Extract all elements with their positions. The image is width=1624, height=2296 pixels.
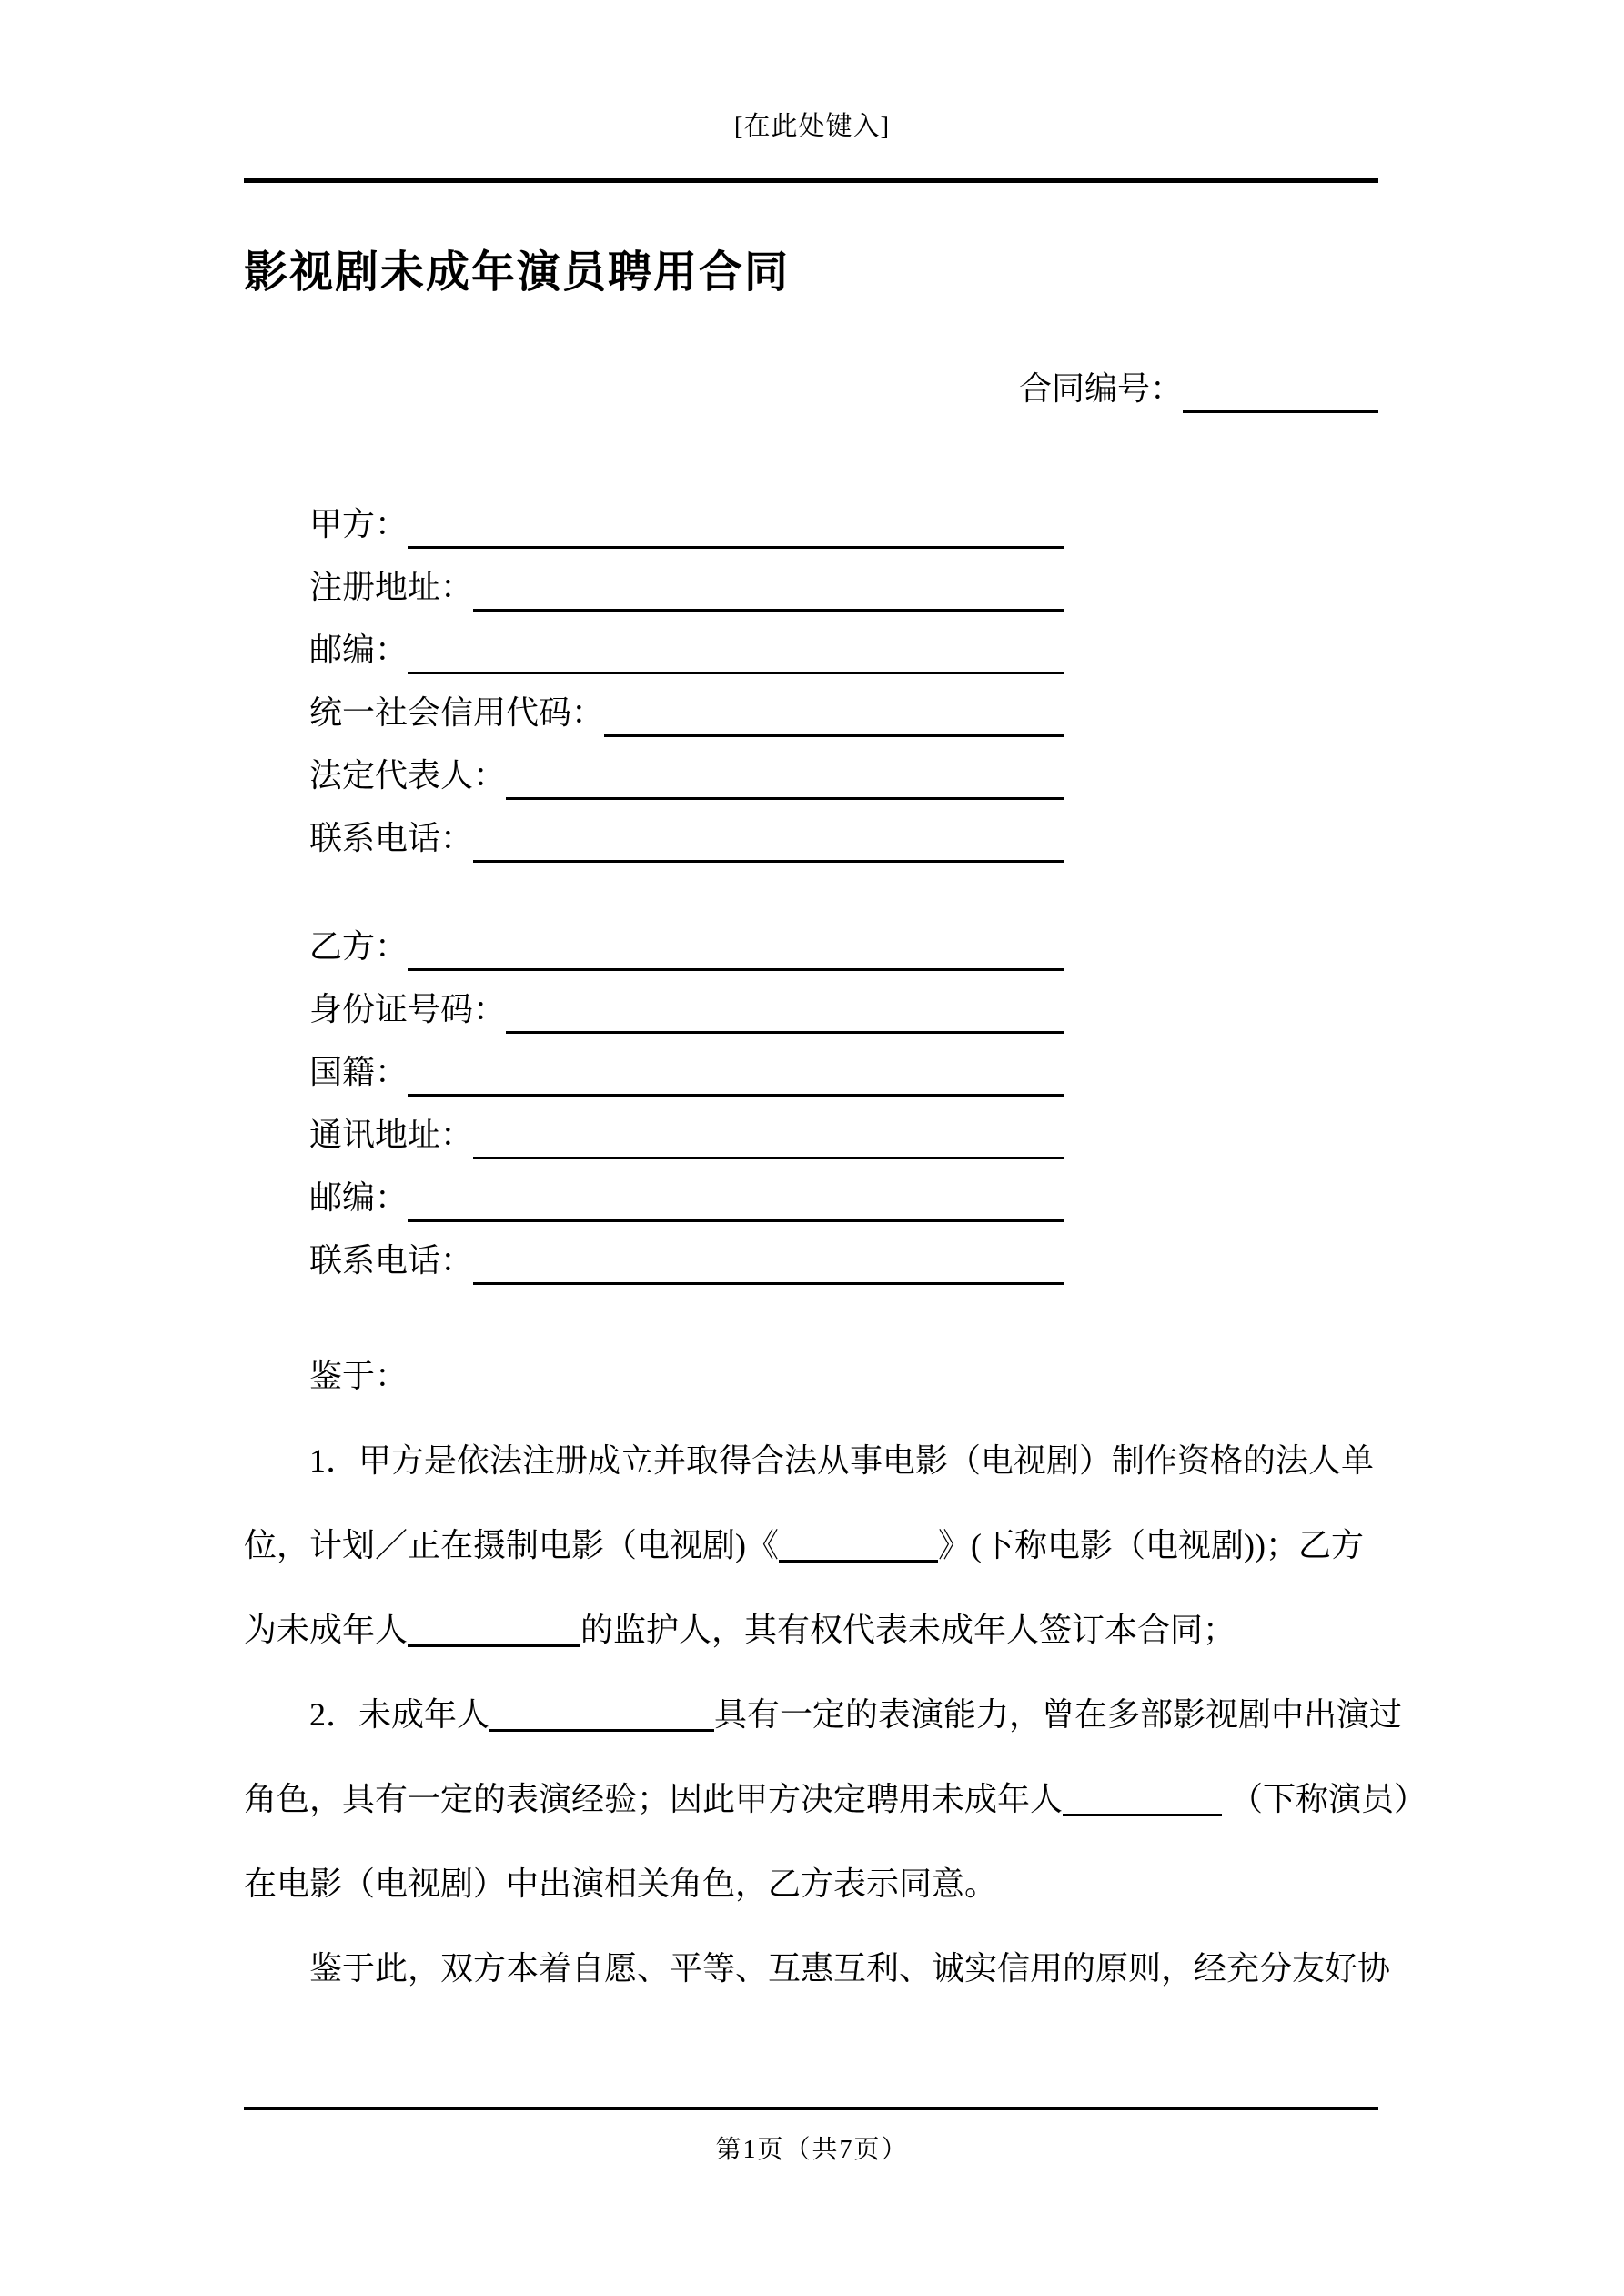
field-label: 联系电话： bbox=[309, 819, 474, 856]
text-segment: （下称演员） bbox=[1222, 1781, 1427, 1817]
text-segment: 具有一定的表演能力，曾在多部影视剧中出演过 bbox=[714, 1696, 1403, 1733]
field-row bbox=[309, 732, 1064, 794]
fill-in-blank-inline bbox=[489, 1701, 714, 1732]
field-row bbox=[309, 606, 1064, 669]
page-number-footer: 第1页（共7页） bbox=[715, 2136, 909, 2164]
fill-in-blank-inline bbox=[1063, 1785, 1222, 1816]
field-label: 法定代表人： bbox=[309, 756, 507, 794]
text-segment: 2．未成年人 bbox=[309, 1696, 490, 1733]
fill-in-blank-line bbox=[604, 734, 1064, 737]
body-text-line bbox=[244, 1673, 1403, 1757]
fill-in-blank-inline bbox=[408, 1616, 580, 1647]
field-label: 注册地址： bbox=[309, 568, 474, 605]
fill-in-blank-line bbox=[408, 546, 1064, 549]
document-title: 影视剧未成年演员聘用合同 bbox=[244, 248, 791, 297]
text-segment: 角色，具有一定的表演经验；因此甲方决定聘用未成年人 bbox=[244, 1781, 1064, 1817]
fill-in-blank-line bbox=[473, 860, 1064, 863]
page-header-placeholder: [在此处键入] bbox=[733, 112, 891, 141]
field-label: 邮编： bbox=[309, 1178, 409, 1216]
field-row bbox=[309, 794, 1064, 857]
body-text-line bbox=[244, 1842, 1378, 1927]
body-text-line bbox=[244, 1927, 1391, 2011]
text-segment: 鉴于： bbox=[309, 1358, 409, 1394]
text-segment: 在电影（电视剧）中出演相关角色，乙方表示同意。 bbox=[244, 1866, 998, 1902]
fill-in-blank-line bbox=[408, 672, 1064, 674]
field-label: 邮编： bbox=[309, 631, 409, 668]
contract-number-blank-line bbox=[1183, 410, 1378, 413]
body-paragraphs bbox=[244, 1334, 1427, 2011]
text-segment: 鉴于此，双方本着自愿、平等、互惠互利、诚实信用的原则，经充分友好协 bbox=[309, 1950, 1391, 1987]
field-label: 甲方： bbox=[309, 505, 409, 542]
field-label: 联系电话： bbox=[309, 1241, 474, 1279]
text-segment: 位，计划／正在摄制电影（电视剧)《 bbox=[244, 1527, 779, 1563]
field-row bbox=[309, 1091, 1064, 1154]
party-a-fields bbox=[309, 480, 1064, 857]
fill-in-blank-line bbox=[506, 797, 1064, 800]
body-text-line bbox=[244, 1757, 1427, 1842]
field-label: 乙方： bbox=[309, 927, 409, 965]
field-label: 身份证号码： bbox=[309, 990, 507, 1027]
party-b-fields bbox=[309, 903, 1064, 1279]
field-row bbox=[309, 1154, 1064, 1217]
field-row bbox=[309, 480, 1064, 543]
fill-in-blank-line bbox=[473, 1282, 1064, 1285]
field-label: 通讯地址： bbox=[309, 1116, 474, 1153]
field-row bbox=[309, 1028, 1064, 1091]
body-text-line bbox=[244, 1588, 1378, 1673]
fill-in-blank-inline bbox=[779, 1532, 938, 1563]
fill-in-blank-line bbox=[408, 1094, 1064, 1097]
document-content bbox=[244, 246, 1427, 2011]
contract-number-label: 合同编号： bbox=[1018, 369, 1183, 407]
header-rule bbox=[244, 178, 1378, 183]
field-label: 国籍： bbox=[309, 1053, 409, 1090]
footer-rule bbox=[244, 2107, 1378, 2110]
fill-in-blank-line bbox=[408, 968, 1064, 971]
body-text-line bbox=[244, 1419, 1378, 1503]
field-row bbox=[309, 669, 1064, 732]
fill-in-blank-line bbox=[408, 1219, 1064, 1222]
body-text-line bbox=[244, 1334, 1378, 1419]
fill-in-blank-line bbox=[473, 1157, 1064, 1159]
fill-in-blank-line bbox=[506, 1031, 1064, 1034]
field-row bbox=[309, 903, 1064, 966]
field-label: 统一社会信用代码： bbox=[309, 693, 605, 731]
fill-in-blank-line bbox=[473, 609, 1064, 612]
text-segment: 》(下称电影（电视剧))；乙方 bbox=[938, 1527, 1364, 1563]
body-text-line bbox=[244, 1503, 1378, 1588]
text-segment: 为未成年人 bbox=[244, 1612, 409, 1648]
field-row bbox=[309, 966, 1064, 1028]
contract-number-row bbox=[244, 364, 1378, 408]
text-segment: 的监护人，其有权代表未成年人签订本合同； bbox=[580, 1612, 1236, 1648]
field-row bbox=[309, 543, 1064, 606]
text-segment: 1．甲方是依法注册成立并取得合法从事电影（电视剧）制作资格的法人单 bbox=[309, 1442, 1375, 1479]
field-row bbox=[309, 1217, 1064, 1279]
